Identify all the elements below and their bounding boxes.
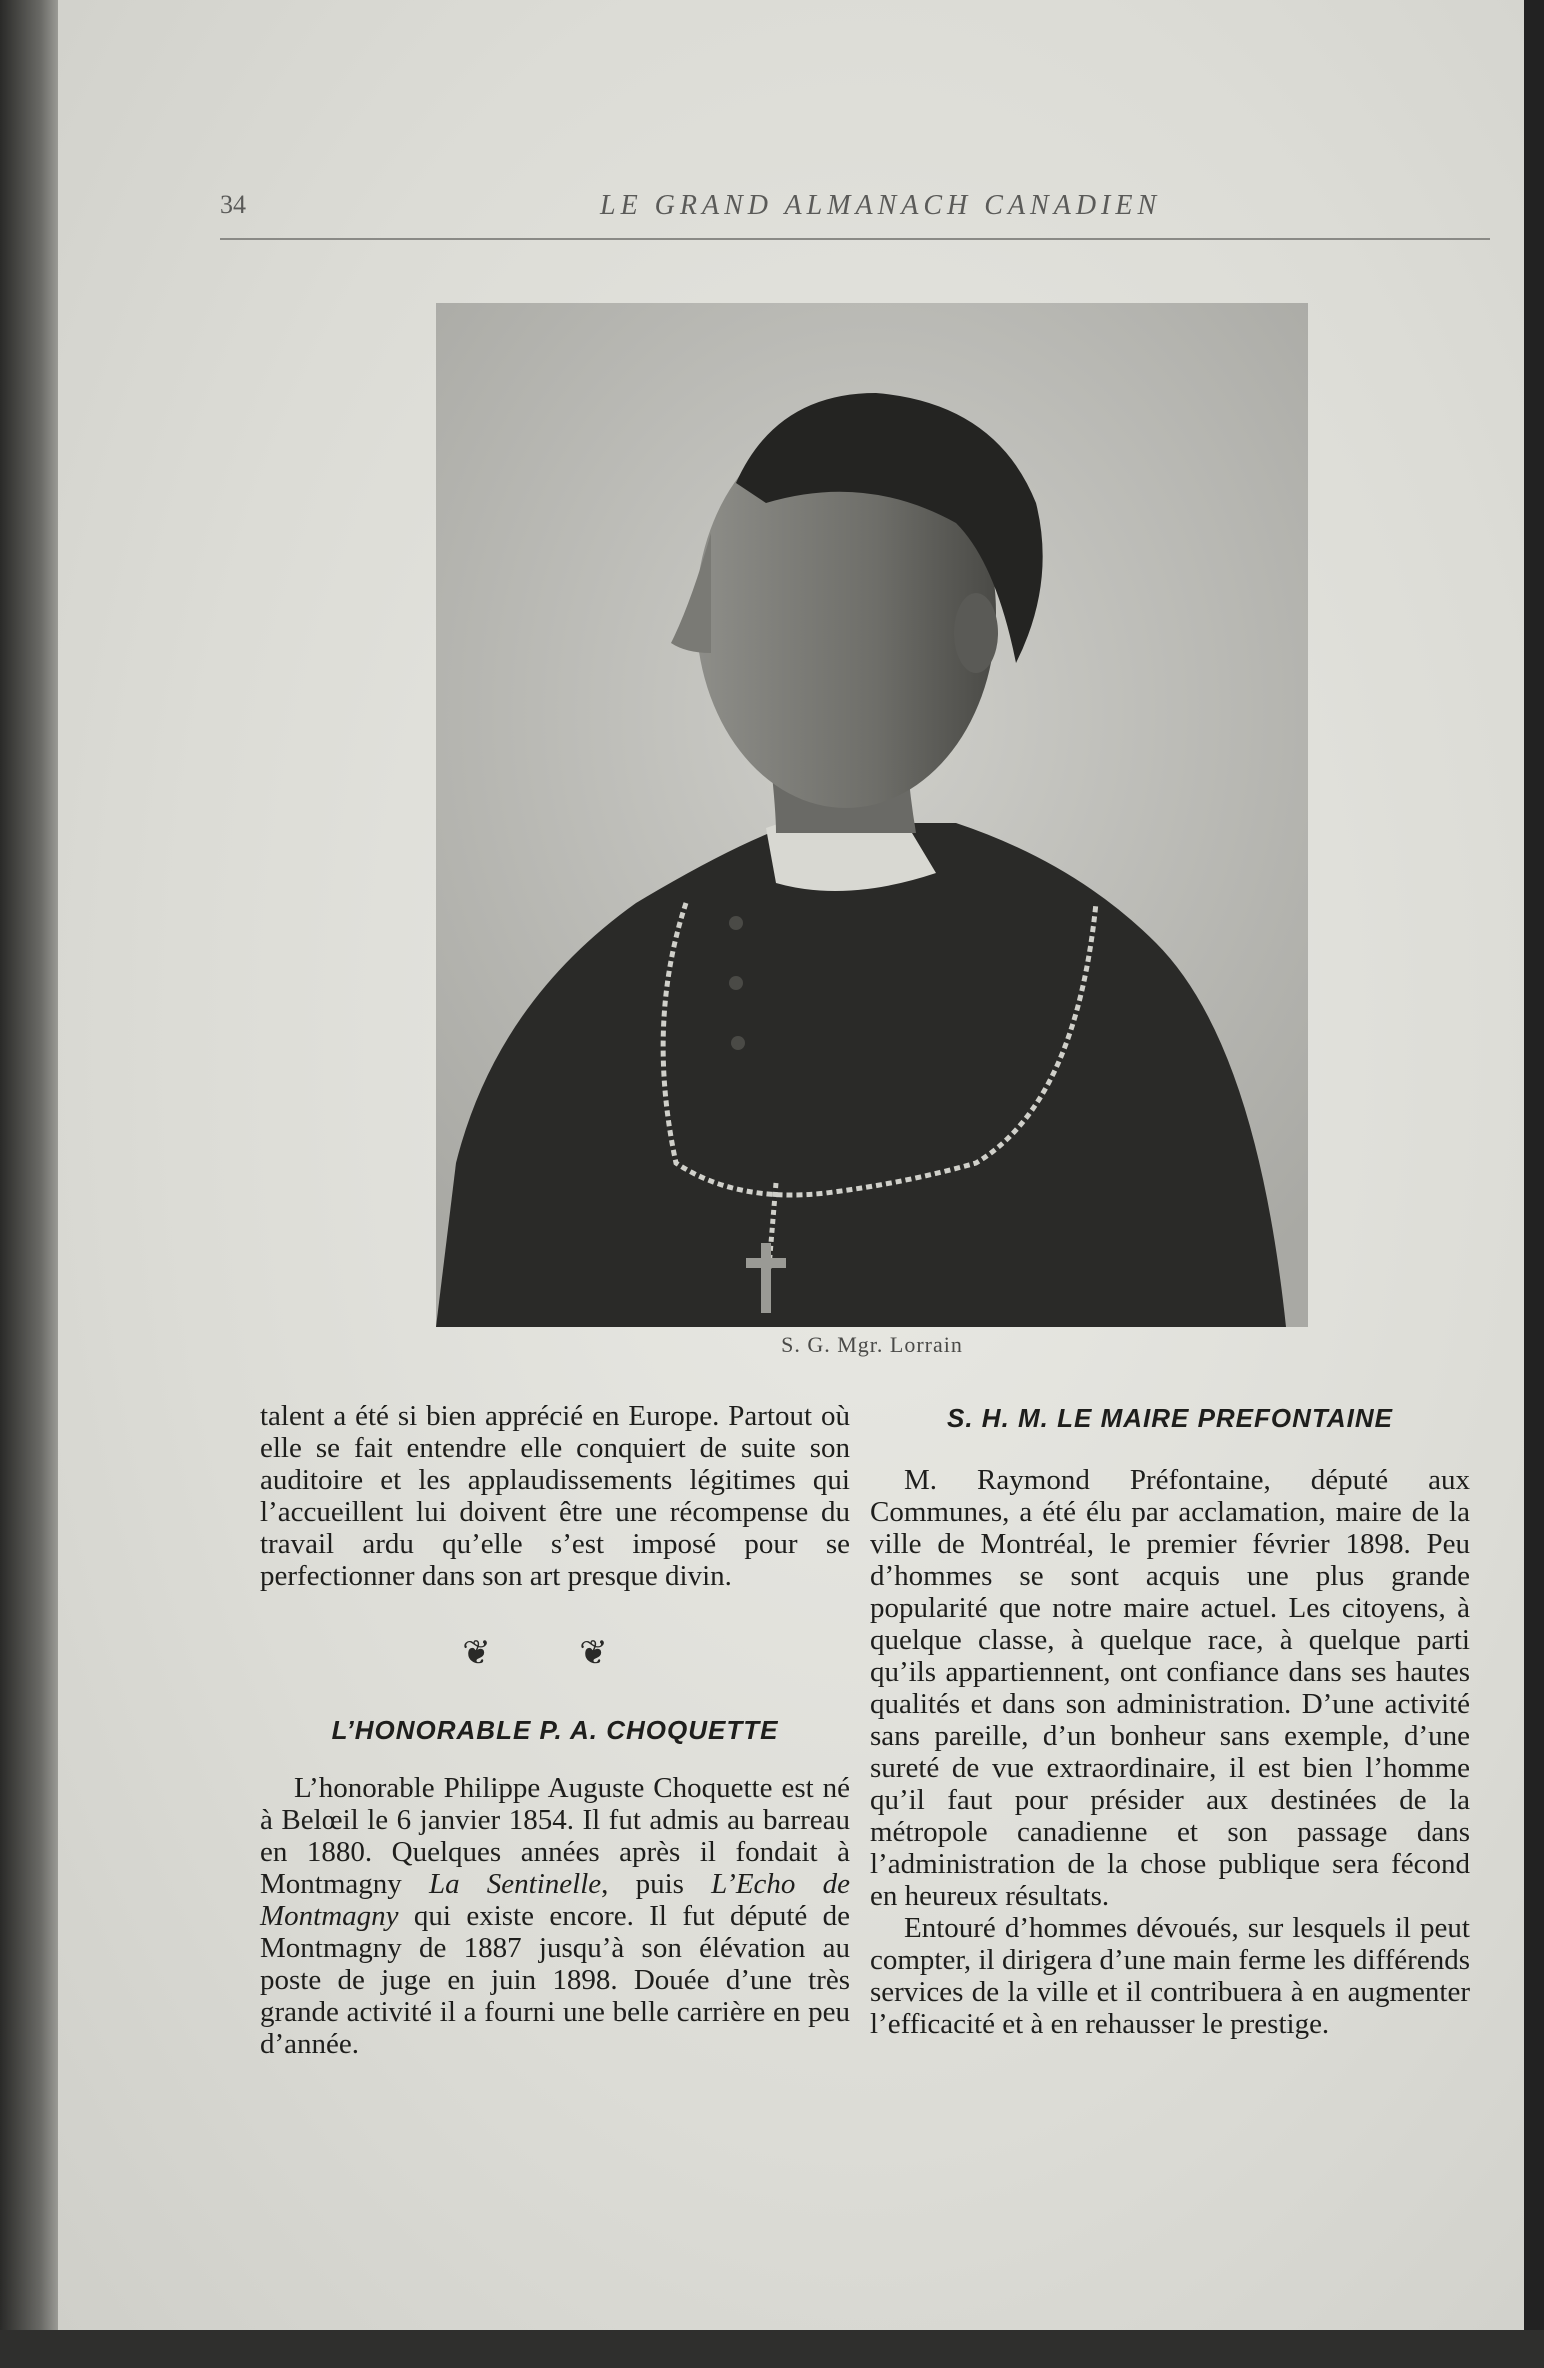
fleuron-ornament: ❦ ❦ — [462, 1635, 648, 1672]
portrait-photo — [436, 303, 1308, 1327]
prefontaine-paragraph-1: M. Raymond Préfontaine, député aux Communes, a été élu par acclamation, maire de la ville de Montréal, le premier février 1898. Peu d’hommes se sont acquis une plus grande popularité que notre maire actuel. Les citoyens, à quelque classe, à quelque race, à quelque parti qu’ils appartiennent, ont confiance dans ses hautes qualités et dans son administration. D’une activité sans pareille, d’un bonheur sans exemple, d’une sureté de vue extraordinaire, il est bien l’homme qu’il faut pour présider aux destinées de la métropole canadienne et son passage dans l’administration de la chose publique sera fécond en heureux résultats. — [870, 1464, 1470, 1912]
scan-bottom-edge — [0, 2330, 1544, 2368]
choquette-paragraph — [260, 1772, 850, 2060]
page-number: 34 — [220, 190, 246, 219]
header-title: LE GRAND ALMANACH CANADIEN — [600, 190, 1162, 221]
figure-caption: S. G. Mgr. Lorrain — [781, 1332, 963, 1357]
choquette-text-2: , puis — [601, 1868, 712, 1900]
section-heading-prefontaine: S. H. M. LE MAIRE PREFONTAINE — [947, 1403, 1393, 1433]
newspaper-title-echo: L’Echo de Montmagny — [260, 1868, 850, 1932]
header-rule — [220, 238, 1490, 240]
portrait-illustration — [436, 303, 1308, 1327]
left-column — [260, 1400, 850, 2060]
running-header — [220, 186, 1490, 226]
newspaper-title-sentinelle: La Sentinelle — [428, 1868, 602, 1900]
choquette-text-3: qui existe encore. Il fut député de Montmagny de 1887 jusqu’à son élévation au poste de juge en juin 1898. Douée d’une très grande activité il a fourni une belle carrière en peu d’année. — [260, 1900, 850, 2060]
section-heading-choquette: L’HONORABLE P. A. CHOQUETTE — [331, 1715, 779, 1745]
right-column — [870, 1400, 1470, 2040]
prefontaine-paragraph-2: Entouré d’hommes dévoués, sur lesquels il peut compter, il dirigera d’une main ferme les différends services de la ville et il contribuera à en augmenter l’efficacité et à en rehausser le prestige. — [870, 1912, 1470, 2040]
continuation-paragraph: talent a été si bien apprécié en Europe. Partout où elle se fait entendre elle conquiert de suite son auditoire et les applaudissements légitimes qui l’accueillent lui doivent être une récompense du travail ardu qu’elle s’est imposé pour se perfectionner dans son art presque divin. — [260, 1400, 850, 1592]
choquette-text-1: L’honorable Philippe Auguste Choquette est né à Belœil le 6 janvier 1854. Il fut admis au barreau en 1880. Quelques années après il fondait à Montmagny — [260, 1772, 850, 1900]
scan-edge-right — [1524, 0, 1544, 2368]
scan-edge — [0, 0, 58, 2368]
